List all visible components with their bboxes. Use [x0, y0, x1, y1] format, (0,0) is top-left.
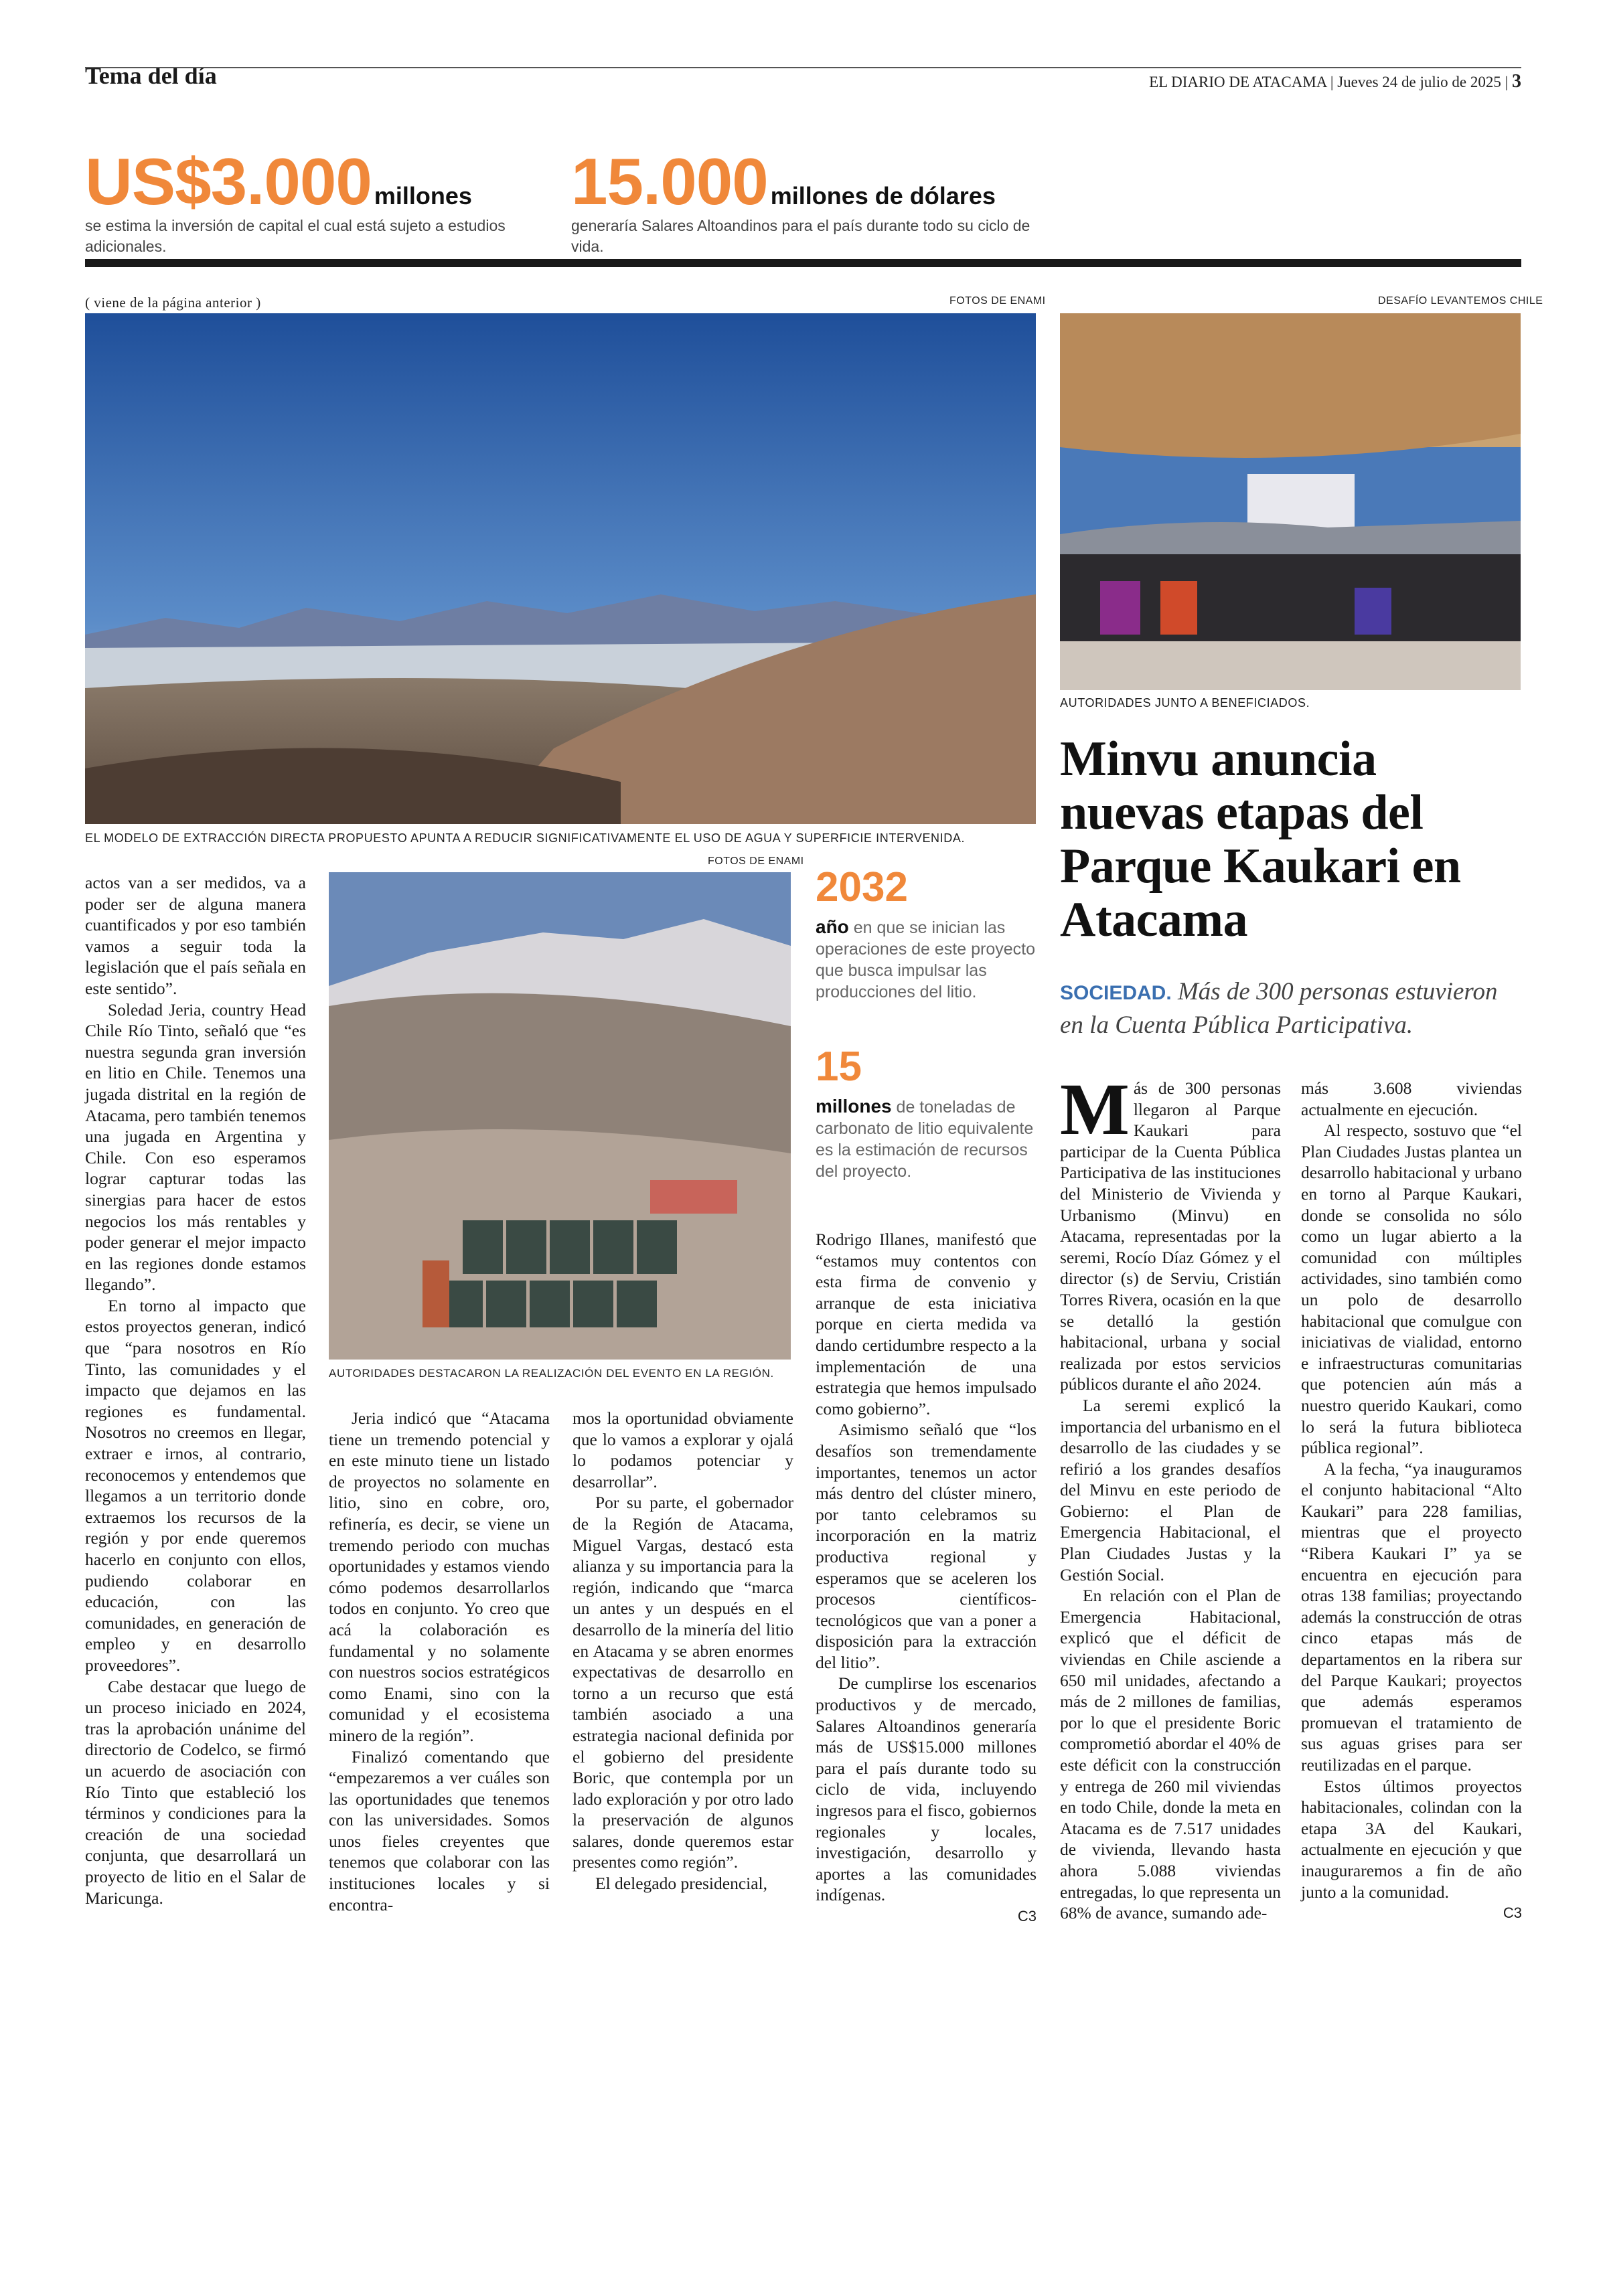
article-column-3	[572, 1408, 793, 1894]
paragraph: En relación con el Plan de Emergencia Habitacional, explicó que el déficit de viviendas en Chile asciende a 650 mil unidades, afectando a más de 2 millones de familias, por lo que el presidente Boric comprometió abordar el 40% de este déficit con la construcción y entrega de 260 mil viviendas en todo Chile, donde la meta en Atacama es de 7.517 unidades de vivienda, llevando hasta ahora 5.088 viviendas entregadas, lo que representa un 68% de avance, sumando ade-	[1060, 1586, 1281, 1923]
stat-unit: millones de dólares	[770, 182, 996, 210]
top-rule	[85, 67, 1521, 68]
photo-caption: EL MODELO DE EXTRACCIÓN DIRECTA PROPUESTO APUNTA A REDUCIR SIGNIFICATIVAMENTE EL USO DE AGUA Y SUPERFICIE INTERVENIDA.	[85, 831, 966, 845]
sidebar-lead: millones	[816, 1096, 892, 1117]
right-article-column-2	[1301, 1078, 1522, 1924]
sidebar-number: 2032	[816, 864, 908, 910]
right-article-column-1	[1060, 1068, 1281, 1924]
paragraph: La seremi explicó la importancia del urbanismo en el desarrollo de las ciudades y se refirió a los grandes desafíos del Minvu en este periodo de Gobierno: el Plan de Emergencia Habitacional, el Plan Ciudades Justas y la Gestión Social.	[1060, 1395, 1281, 1584]
paragraph: Al respecto, sostuvo que “el Plan Ciudades Justas plantea un desarrollo habitacional y urbano en torno al Parque Kaukari, donde se consolida no sólo como un lugar abierto a la comunidad con múltiples actividades, sino también como un polo de desarrollo habitacional que comulgue con iniciativas de vialidad, entorno e infraestructuras comunitarias que potencien aún más a nuestro querido Kaukari, como lo será la futura biblioteca pública regional”.	[1301, 1121, 1522, 1458]
paragraph: Por su parte, el gobernador de la Región de Atacama, Miguel Vargas, destacó esta alianza y su importancia para la región, indicando que “marca un antes y un después en el desarrollo de la minería del litio en Atacama y se abren enormes expectativas de desarrollo en torno a un recurso que está también asociado a una estrategia nacional definida por el gobierno del presidente Boric, que contempla por un lado exploración y por otro lado la preservación de algunos salares, donde queremos estar presentes como región”.	[572, 1493, 793, 1872]
salar-landscape-photo	[85, 313, 1036, 824]
page-number: 3	[1512, 71, 1521, 92]
stat-description: se estima la inversión de capital el cual está sujeto a estudios adicionales.	[85, 217, 506, 255]
article-column-2	[329, 1408, 550, 1915]
paragraph: Finalizó comentando que “empezaremos a ver cuáles son las oportunidades que tenemos con las universidades. Somos unos fieles creyentes que tenemos que colaborar con las instituciones locales y si encontra-	[329, 1746, 550, 1914]
end-mark-icon: C3	[1017, 1908, 1037, 1924]
photo-credit: DESAFÍO LEVANTEMOS CHILE	[1378, 295, 1543, 307]
newspaper-name: EL DIARIO DE ATACAMA	[1149, 74, 1327, 90]
deck-text: Más de 300 personas estuvieron en la Cuenta Pública Participativa.	[1060, 978, 1498, 1039]
stat-unit: millones	[374, 182, 472, 210]
paragraph: mos la oportunidad obviamente que lo vamos a explorar y ojalá lo podamos potenciar y desarrollar”.	[572, 1408, 793, 1491]
paragraph: Rodrigo Illanes, manifestó que “estamos muy contentos con esta firma de convenio y arranque de esta iniciativa porque en cierta medida va dando certidumbre respecto a la implementación de una estrategia que hemos impulsado como gobierno”.	[816, 1230, 1037, 1418]
sidebar-number: 15	[816, 1044, 862, 1090]
article-headline: Minvu anuncia nuevas etapas del Parque Kaukari en Atacama	[1060, 732, 1461, 947]
section-tag: SOCIEDAD.	[1060, 982, 1172, 1004]
sidebar-stat-1	[816, 864, 1037, 1003]
issue-date: Jueves 24 de julio de 2025	[1337, 74, 1501, 90]
paragraph: actos van a ser medidos, va a poder ser de alguna manera cuantificados y por eso también vamos a seguir toda la legislación que el país señala en este sentido”.	[85, 873, 306, 998]
article-column-1	[85, 872, 306, 1908]
stat-description: generaría Salares Altoandinos para el país durante todo su ciclo de vida.	[571, 217, 1030, 255]
camp-photo	[329, 872, 791, 1360]
paragraph: A la fecha, “ya inauguramos el conjunto habitacional “Alto Kaukari” para 228 familias, mientras que el proyecto “Ribera Kaukari I” ya se encuentra en ejecución para otras 138 familias; proyectando además la construcción de otras cinco etapas más de departamentos en la ribera sur del Parque Kaukari; proyectos que además esperamos promuevan el tratamiento de sus aguas grises para ser reutilizadas en el parque.	[1301, 1459, 1522, 1775]
paragraph: El delegado presidencial,	[595, 1874, 768, 1894]
stat-block-2	[571, 145, 1053, 257]
continuation-note: ( viene de la página anterior )	[85, 295, 261, 311]
stat-number: US$3.000	[85, 145, 372, 218]
photo-credit: FOTOS DE ENAMI	[708, 855, 804, 867]
stat-number: 15.000	[571, 145, 768, 218]
article-deck	[1060, 976, 1522, 1042]
end-mark-icon: C3	[1503, 1904, 1522, 1922]
paragraph: Jeria indicó que “Atacama tiene un tremendo potencial y en este minuto tiene un listado de proyectos no solamente en litio, sino en cobre, oro, refinería, es decir, se viene un tremendo periodo con muchas oportunidades y estamos viendo cómo podemos desarrollarlos todos en conjunto. Yo creo que acá la colaboración es fundamental y no solamente con nuestros socios estratégicos como Enami, sino con la comunidad y el ecosistema minero de la región”.	[329, 1408, 550, 1745]
sidebar-text: de toneladas de carbonato de litio equivalente es la estimación de recursos del proyecto.	[816, 1098, 1034, 1181]
section-title: Tema del día	[85, 62, 217, 89]
photo-caption: AUTORIDADES DESTACARON LA REALIZACIÓN DEL EVENTO EN LA REGIÓN.	[329, 1367, 774, 1380]
paragraph: ás de 300 personas llegaron al Parque Kaukari para participar de la Cuenta Pública Participativa de las instituciones del Ministerio de Vivienda y Urbanismo (Minvu) en Atacama, representadas por la seremi, Rocío Díaz Gómez y el director (s) de Serviu, Cristián Torres Rivera, ocasión en la que se detalló la gestión habitacional, urbana y social realizada por estos servicios públicos durante el año 2024.	[1060, 1078, 1281, 1394]
section-divider	[85, 259, 1521, 267]
paragraph: Soledad Jeria, country Head Chile Río Tinto, señaló que “es nuestra segunda gran inversión en litio en Chile. Tenemos una jugada distrital en la región de Atacama, pero también tenemos una jugada en Argentina y Chile. Con eso esperamos lograr capturar todas las sinergias para hacer de estos negocios los más rentables y poder generar el mejor impacto en las regiones donde estamos llegando”.	[85, 999, 306, 1295]
article-column-4	[816, 1229, 1037, 1927]
paragraph: Estos últimos proyectos habitacionales, colindan con la etapa 3A del Kaukari, actualmente en ejecución y que inauguraremos a fin de año junto a la comunidad.	[1301, 1776, 1522, 1902]
stat-block-1	[85, 145, 554, 257]
photo-caption: AUTORIDADES JUNTO A BENEFICIADOS.	[1060, 696, 1310, 710]
paragraph: Cabe destacar que luego de un proceso iniciado en 2024, tras la aprobación unánime del directorio de Codelco, se firmó un acuerdo de asociación con Río Tinto que estableció los términos y condiciones para la creación de una sociedad conjunta, que desarrollará un proyecto de litio en el Salar de Maricunga.	[85, 1676, 306, 1908]
drop-cap: M	[1060, 1068, 1130, 1150]
paragraph: En torno al impacto que estos proyectos generan, indicó que “para nosotros en Río Tinto, las comunidades y el impacto que dejamos en las regiones es fundamental. Nosotros no creemos en llegar, extraer e irnos, al contrario, reconocemos y entendemos que llegamos a un territorio donde extraemos los recursos de la región y por ende queremos hacerlo en conjunto con ellos, pudiendo colaborar en educación, con las comunidades, en generación de empleo y en desarrollo proveedores”.	[85, 1295, 306, 1675]
sidebar-text: en que se inician las operaciones de este proyecto que busca impulsar las producciones del litio.	[816, 918, 1035, 1001]
sidebar-lead: año	[816, 916, 849, 937]
paragraph: Asimismo señaló que “los desafíos son tremendamente importantes, tenemos un actor más dentro del clúster minero, por tanto celebramos su incorporación en la matriz productiva regional y esperamos que se aceleren los procesos científicos-tecnológicos que van a poner a disposición para la extracción del litio”.	[816, 1420, 1037, 1672]
group-photo	[1060, 313, 1521, 690]
sidebar-stat-2	[816, 1046, 1037, 1182]
paragraph: más 3.608 viviendas actualmente en ejecución.	[1301, 1078, 1522, 1119]
masthead: EL DIARIO DE ATACAMA | Jueves 24 de julio de 2025 | 3	[1149, 71, 1521, 92]
paragraph: De cumplirse los escenarios productivos y de mercado, Salares Altoandinos generaría más de US$15.000 millones para el país durante todo su ciclo de vida, incluyendo ingresos para el fisco, gobiernos regionales y locales, investigación, desarrollo y aportes a las comunidades indígenas.	[816, 1673, 1037, 1905]
photo-credit: FOTOS DE ENAMI	[949, 295, 1046, 307]
